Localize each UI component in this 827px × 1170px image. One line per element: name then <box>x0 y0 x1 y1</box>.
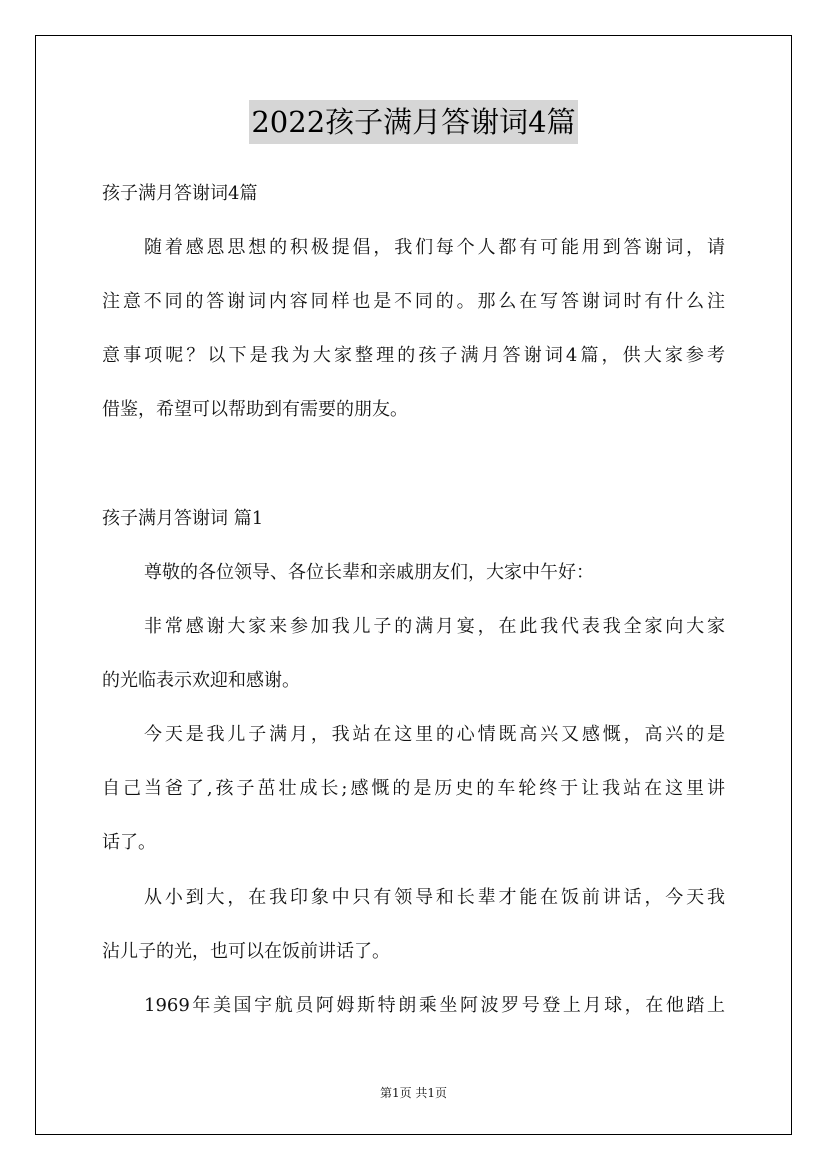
document-title: 2022孩子满月答谢词4篇 <box>249 100 577 144</box>
body-line: 话了。 <box>102 832 156 853</box>
body-line: 从小到大，在我印象中只有领导和长辈才能在饭前讲话，今天我 <box>144 887 725 908</box>
intro-line: 随着感恩思想的积极提倡，我们每个人都有可能用到答谢词，请 <box>144 237 725 258</box>
intro-line: 注意不同的答谢词内容同样也是不同的。那么在写答谢词时有什么注 <box>102 291 725 312</box>
subtitle: 孩子满月答谢词4篇 <box>102 183 258 204</box>
body-line: 今天是我儿子满月，我站在这里的心情既高兴又感慨，高兴的是 <box>144 724 725 745</box>
body-line: 自己当爸了,孩子茁壮成长;感慨的是历史的车轮终于让我站在这里讲 <box>102 778 725 799</box>
intro-line: 意事项呢？以下是我为大家整理的孩子满月答谢词4篇，供大家参考 <box>102 345 725 366</box>
intro-line: 借鉴，希望可以帮助到有需要的朋友。 <box>102 399 408 420</box>
page-number: 第1页 共1页 <box>379 1086 448 1100</box>
body-line: 沾儿子的光，也可以在饭前讲话了。 <box>102 941 390 962</box>
body-line: 的光临表示欢迎和感谢。 <box>102 670 300 691</box>
title-container <box>0 100 827 144</box>
body-line: 1969年美国宇航员阿姆斯特朗乘坐阿波罗号登上月球，在他踏上 <box>144 995 725 1016</box>
body-line: 尊敬的各位领导、各位长辈和亲戚朋友们，大家中午好： <box>144 562 594 583</box>
section-heading: 孩子满月答谢词 篇1 <box>102 508 264 529</box>
body-line: 非常感谢大家来参加我儿子的满月宴，在此我代表我全家向大家 <box>144 616 725 637</box>
